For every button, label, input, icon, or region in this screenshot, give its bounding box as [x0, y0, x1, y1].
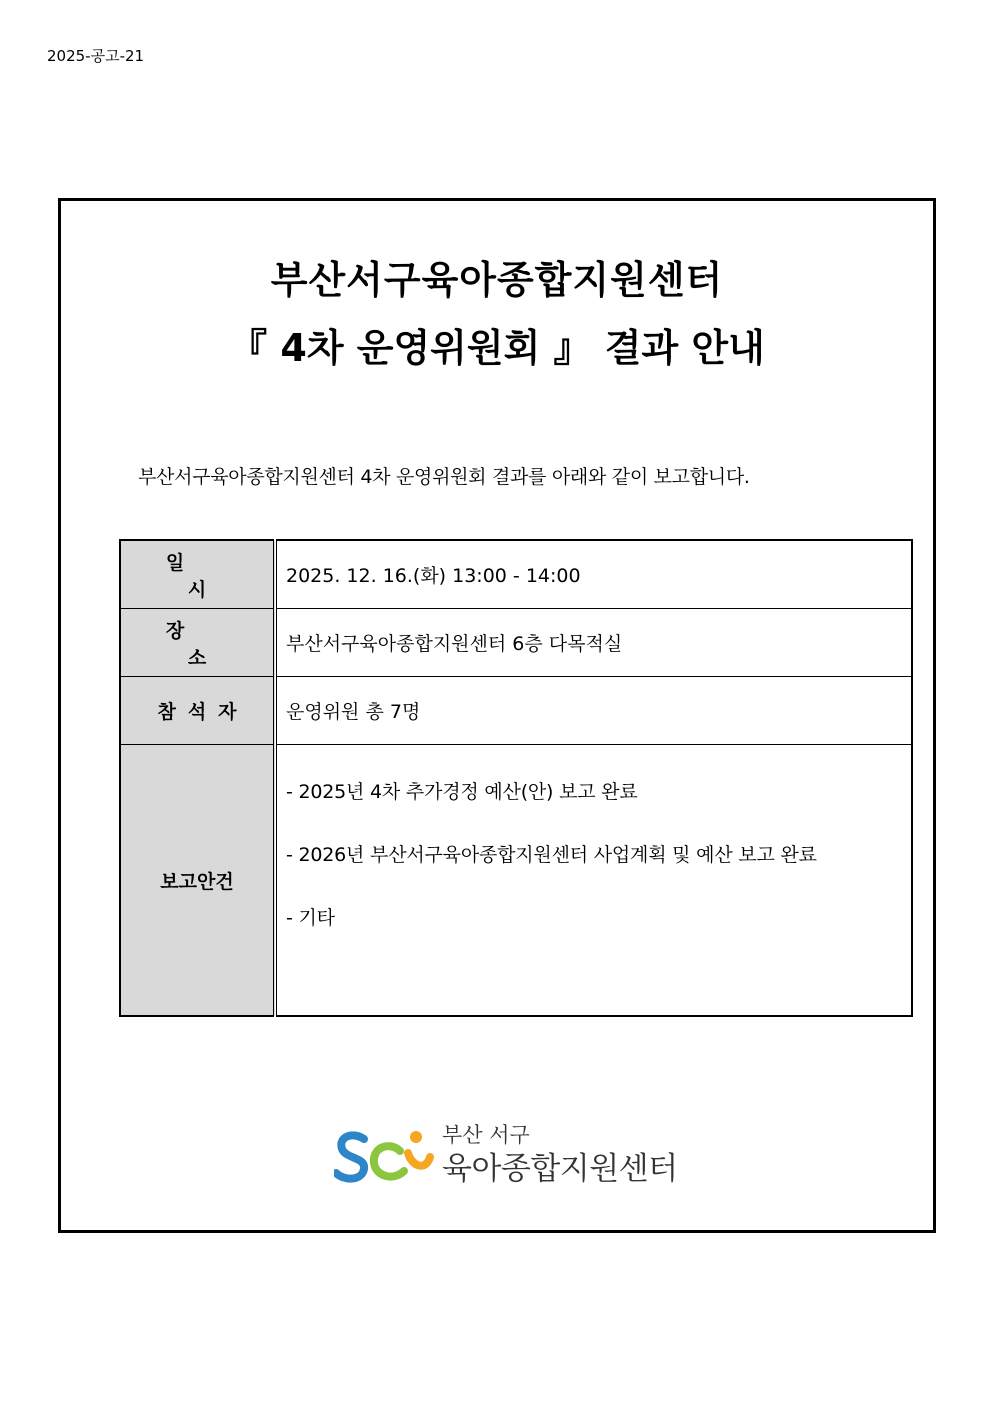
attendees-label: 참석자 [120, 677, 275, 745]
list-item: - 2026년 부산서구육아종합지원센터 사업계획 및 예산 보고 완료 [286, 844, 817, 866]
document-number: 2025-공고-21 [47, 47, 145, 65]
agenda-list [286, 761, 911, 950]
page-title: 부산서구육아종합지원센터 [270, 258, 724, 302]
place-value: 부산서구육아종합지원센터 6층 다목적실 [275, 609, 912, 677]
page-subtitle: 『 4차 운영위원회 』 결과 안내 [229, 326, 765, 370]
center-logo-icon [334, 1127, 434, 1185]
agenda-label: 보고안건 [120, 745, 275, 1017]
notice-frame [58, 198, 936, 1233]
logo-small-text: 부산 서구 [442, 1123, 530, 1147]
logo-large-text: 육아종합지원센터 [442, 1151, 678, 1187]
table-row [120, 677, 912, 745]
date-label: 일 시 [120, 540, 275, 609]
center-logo [334, 1119, 678, 1189]
date-value: 2025. 12. 16.(화) 13:00 - 14:00 [275, 540, 912, 609]
agenda-value [275, 745, 912, 1017]
table-row [120, 745, 912, 1017]
place-label: 장 소 [120, 609, 275, 677]
table-row [120, 540, 912, 609]
attendees-value: 운영위원 총 7명 [275, 677, 912, 745]
list-item: - 2025년 4차 추가경정 예산(안) 보고 완료 [286, 781, 638, 803]
table-row [120, 609, 912, 677]
list-item: - 기타 [286, 907, 335, 929]
intro-text: 부산서구육아종합지원센터 4차 운영위원회 결과를 아래와 같이 보고합니다. [138, 466, 750, 488]
info-table [119, 539, 913, 1017]
